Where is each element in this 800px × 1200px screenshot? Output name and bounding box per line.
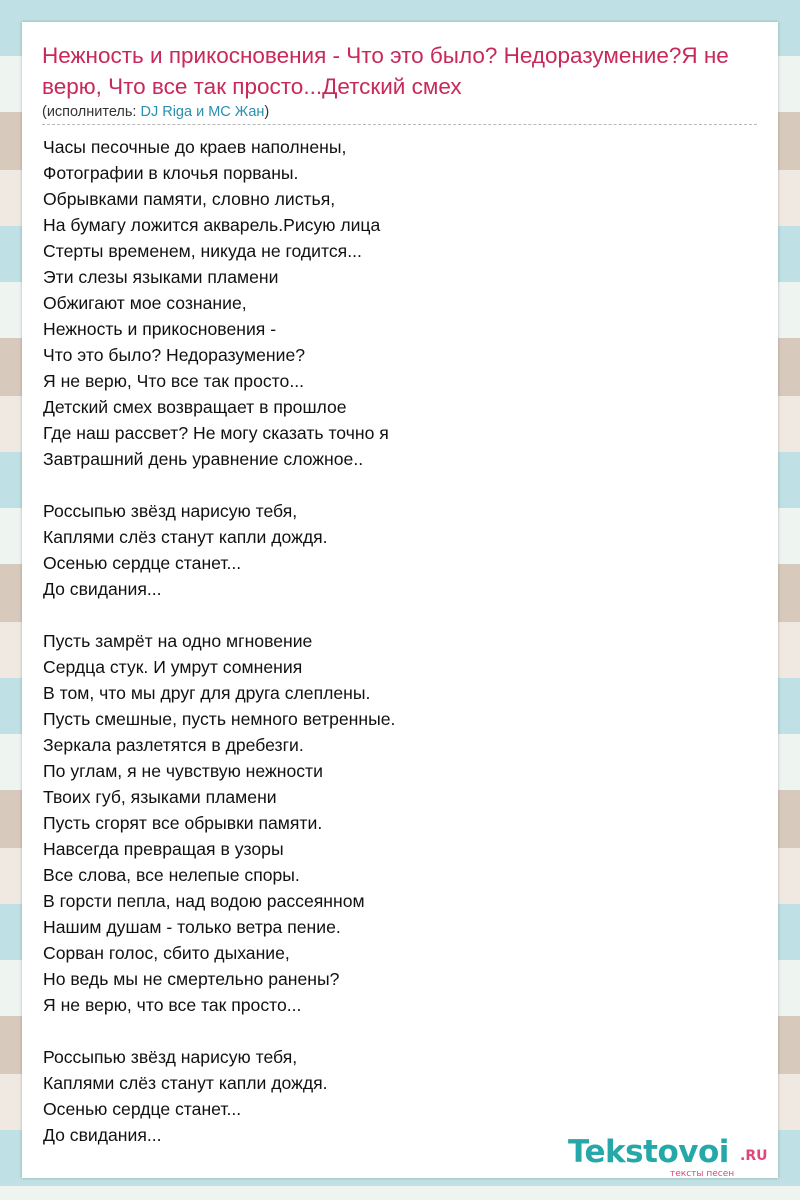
lyrics-stanza bbox=[43, 628, 743, 1018]
lyrics-line: Пусть смешные, пусть немного ветренные. bbox=[43, 709, 396, 729]
lyrics-line: Осенью сердце станет... bbox=[43, 553, 242, 573]
lyrics-line: Что это было? Недоразумение? bbox=[43, 345, 306, 365]
lyrics-line: Твоих губ, языками пламени bbox=[43, 787, 277, 807]
lyrics-line: В том, что мы друг для друга слеплены. bbox=[43, 683, 371, 703]
lyrics-body bbox=[43, 134, 743, 1174]
lyrics-stanza bbox=[43, 134, 743, 472]
lyrics-line: Но ведь мы не смертельно ранены? bbox=[43, 969, 340, 989]
artist-prefix: (исполнитель: bbox=[42, 104, 141, 120]
lyrics-line: Эти слезы языками пламени bbox=[43, 267, 279, 287]
song-title: Нежность и прикосновения - Что это было? Недоразумение?Я не верю, Что все так просто...Детский смех bbox=[42, 43, 729, 99]
lyrics-line: Сорван голос, сбито дыхание, bbox=[43, 943, 290, 963]
lyrics-line: Сердца стук. И умрут сомнения bbox=[43, 657, 303, 677]
lyrics-line: Где наш рассвет? Не могу сказать точно я bbox=[43, 423, 389, 443]
lyrics-line: Детский смех возвращает в прошлое bbox=[43, 397, 347, 417]
lyrics-stanza bbox=[43, 1044, 743, 1148]
logo-domain: .RU bbox=[740, 1148, 768, 1164]
lyrics-line: Пусть замрёт на одно мгновение bbox=[43, 631, 313, 651]
lyrics-line: Часы песочные до краев наполнены, bbox=[43, 137, 347, 157]
lyrics-line: До свидания... bbox=[43, 579, 162, 599]
lyrics-line: Каплями слёз станут капли дождя. bbox=[43, 1073, 328, 1093]
logo-subtitle: тексты песен bbox=[670, 1169, 735, 1179]
lyrics-line: До свидания... bbox=[43, 1125, 162, 1145]
artist-line bbox=[42, 102, 269, 122]
artist-link[interactable]: DJ Riga и MC Жан bbox=[140, 104, 265, 120]
lyrics-line: Завтрашний день уравнение сложное.. bbox=[43, 449, 364, 469]
logo-wordmark: Tekstovoi bbox=[568, 1134, 729, 1170]
lyrics-line: Я не верю, Что все так просто... bbox=[43, 371, 304, 391]
lyrics-line: По углам, я не чувствую нежности bbox=[43, 761, 323, 781]
lyrics-line: Пусть сгорят все обрывки памяти. bbox=[43, 813, 323, 833]
lyrics-line: Нашим душам - только ветра пение. bbox=[43, 917, 341, 937]
lyrics-line: Я не верю, что все так просто... bbox=[43, 995, 302, 1015]
lyrics-line: На бумагу ложится акварель.Рисую лица bbox=[43, 215, 381, 235]
lyrics-stanza bbox=[43, 498, 743, 602]
lyrics-line: Россыпью звёзд нарисую тебя, bbox=[43, 501, 298, 521]
lyrics-line: Нежность и прикосновения - bbox=[43, 319, 277, 339]
lyrics-line: Россыпью звёзд нарисую тебя, bbox=[43, 1047, 298, 1067]
lyrics-line: В горсти пепла, над водою рассеянном bbox=[43, 891, 365, 911]
lyrics-line: Стерты временем, никуда не годится... bbox=[43, 241, 362, 261]
lyrics-line: Осенью сердце станет... bbox=[43, 1099, 242, 1119]
lyrics-line: Навсегда превращая в узоры bbox=[43, 839, 284, 859]
site-logo[interactable] bbox=[568, 1134, 778, 1184]
lyrics-line: Каплями слёз станут капли дождя. bbox=[43, 527, 328, 547]
lyrics-line: Обжигают мое сознание, bbox=[43, 293, 247, 313]
lyrics-line: Обрывками памяти, словно листья, bbox=[43, 189, 336, 209]
artist-suffix: ) bbox=[264, 104, 270, 120]
title-divider bbox=[42, 124, 757, 125]
lyrics-line: Зеркала разлетятся в дребезги. bbox=[43, 735, 304, 755]
lyrics-line: Все слова, все нелепые споры. bbox=[43, 865, 300, 885]
lyrics-line: Фотографии в клочья порваны. bbox=[43, 163, 299, 183]
